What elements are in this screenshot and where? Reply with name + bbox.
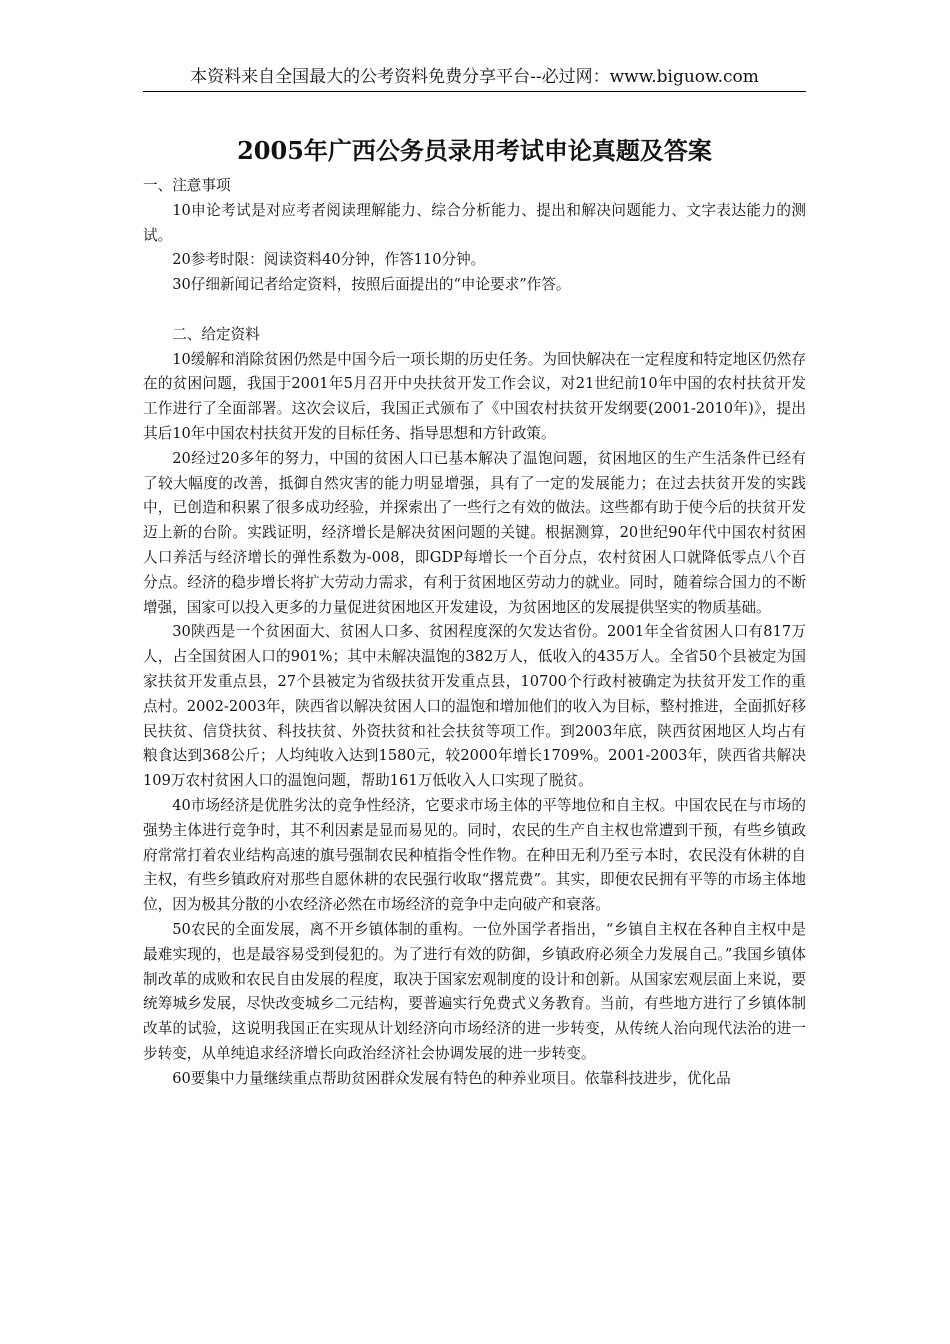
header-divider: [143, 91, 806, 92]
page-header: 本资料来自全国最大的公考资料免费分享平台--必过网：www.biguow.com: [190, 67, 759, 87]
paragraph: 20参考时限：阅读资料40分钟，作答110分钟。: [172, 251, 486, 269]
paragraph: 20经过20多年的努力，中国的贫困人口已基本解决了温饱问题，贫困地区的生产生活条件已经有了较大幅度的改善，抵御自然灾害的能力明显增强，具有了一定的发展能力；在过去扶贫开发的实践中，已创造和积累了很多成功经验，并探索出了一些行之有效的做法。这些都有助于使今后的扶贫开发迈上新的台阶。实践证明，经济增长是解决贫困问题的关键。根据测算，20世纪90年代中国农村贫困人口养活与经济增长的弹性系数为-008，即GDP每增长一个百分点，农村贫困人口就降低零点八个百分点。经济的稳步增长将扩大劳动力需求，有利于贫困地区劳动力的就业。同时，随着综合国力的不断增强，国家可以投入更多的力量促进贫困地区开发建设，为贫困地区的发展提供坚实的物质基础。: [143, 449, 806, 616]
section-heading: 一、注意事项: [143, 177, 231, 194]
document-body: [143, 174, 806, 1091]
paragraph: 40市场经济是优胜劣汰的竞争性经济，它要求市场主体的平等地位和自主权。中国农民在与市场的强势主体进行竞争时，其不利因素是显而易见的。同时，农民的生产自主权也常遭到干预，有些乡镇政府常常打着农业结构高速的旗号强制农民种植指令性作物。在种田无利乃至亏本时，农民没有休耕的自主权，有些乡镇政府对那些自愿休耕的农民强行收取“撂荒费”。其实，即便农民拥有平等的市场主体地位，因为极其分散的小农经济必然在市场经济的竞争中走向破产和衰落。: [143, 796, 806, 914]
paragraph: 30仔细新闻记者给定资料，按照后面提出的“申论要求”作答。: [172, 276, 571, 294]
paragraph: 60要集中力量继续重点帮助贫困群众发展有特色的种养业项目。依靠科技进步，优化品: [172, 1069, 731, 1087]
section-heading: 二、给定资料: [172, 325, 260, 343]
paragraph: 50农民的全面发展，离不开乡镇体制的重构。一位外国学者指出，“乡镇自主权在各种自主权中是最难实现的，也是最容易受到侵犯的。为了进行有效的防御，乡镇政府必须全力发展自己。”我国乡镇体制改革的成败和农民自由发展的程度，取决于国家宏观制度的设计和创新。从国家宏观层面上来说，要统筹城乡发展，尽快改变城乡二元结构，要普遍实行免费式义务教育。当前，有些地方进行了乡镇体制改革的试验，这说明我国正在实现从计划经济向市场经济的进一步转变，从传统人治向现代法治的进一步转变，从单纯追求经济增长向政治经济社会协调发展的进一步转变。: [143, 920, 806, 1062]
paragraph: 10缓解和消除贫困仍然是中国今后一项长期的历史任务。为回快解决在一定程度和特定地区仍然存在的贫困问题，我国于2001年5月召开中央扶贫开发工作会议，对21世纪前10年中国的农村扶贫开发工作进行了全面部署。这次会议后，我国正式颁布了《中国农村扶贫开发纲要(2001-2010年)》，提出其后10年中国农村扶贫开发的目标任务、指导思想和方针政策。: [143, 350, 806, 442]
paragraph: 30陕西是一个贫困面大、贫困人口多、贫困程度深的欠发达省份。2001年全省贫困人口有817万人，占全国贫困人口的901%；其中未解决温饱的382万人，低收入的435万人。全省50个县被定为国家扶贫开发重点县，27个县被定为省级扶贫开发重点县，10700个行政村被确定为扶贫开发工作的重点村。2002-2003年，陕西省以解决贫困人口的温饱和增加他们的收入为目标，整村推进，全面抓好移民扶贫、信贷扶贫、科技扶贫、外资扶贫和社会扶贫等项工作。到2003年底，陕西贫困地区人均占有粮食达到368公斤；人均纯收入达到1580元，较2000年增长1709%。2001-2003年，陕西省共解决109万农村贫困人口的温饱问题，帮助161万低收入人口实现了脱贫。: [143, 623, 806, 790]
document-title: 2005年广西公务员录用考试申论真题及答案: [237, 136, 712, 165]
paragraph: 10申论考试是对应考者阅读理解能力、综合分析能力、提出和解决问题能力、文字表达能力的测试。: [143, 201, 806, 244]
blank-line: [143, 298, 806, 323]
